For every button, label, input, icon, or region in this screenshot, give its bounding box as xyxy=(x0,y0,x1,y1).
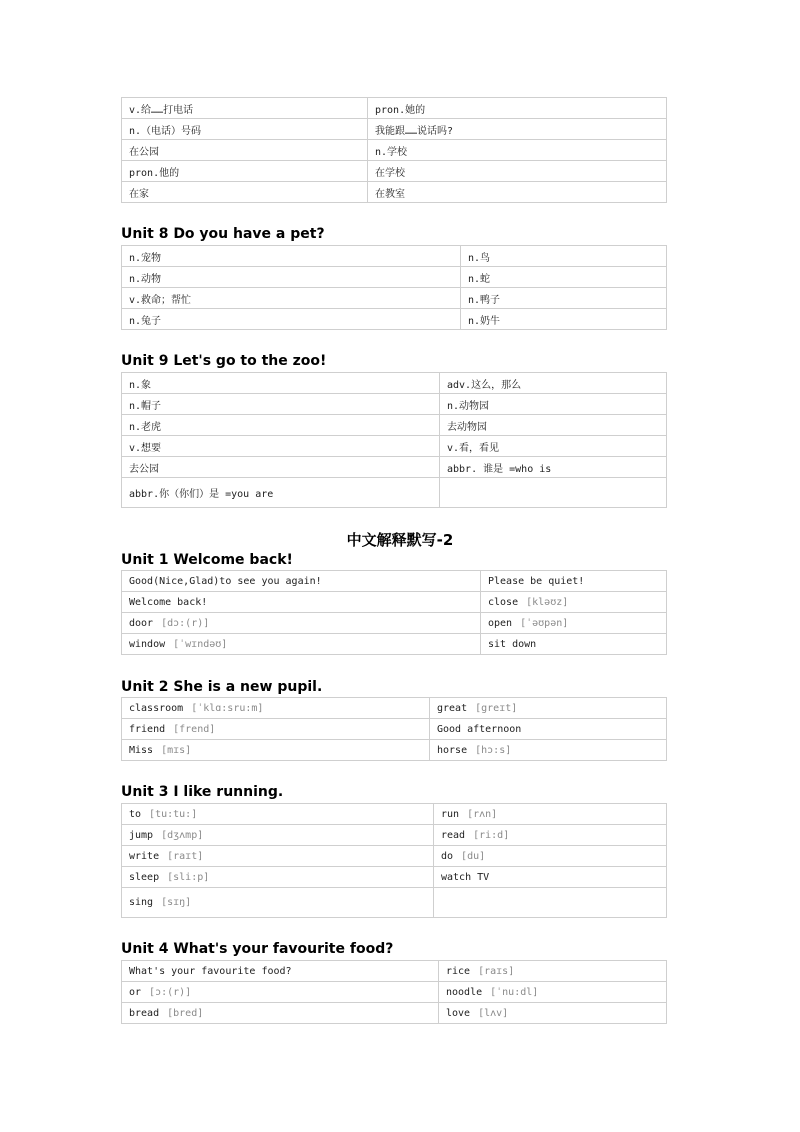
table-row xyxy=(122,613,667,634)
cell: n.宠物 xyxy=(122,246,461,267)
unit9-vocab-table xyxy=(121,372,667,508)
table-row xyxy=(122,373,667,394)
unit7-vocab-table xyxy=(121,97,667,203)
word: or xyxy=(129,986,142,998)
cell: n.老虎 xyxy=(122,415,440,436)
phonetic: [rʌn] xyxy=(467,808,498,820)
phonetic: [ri:d] xyxy=(473,829,510,841)
word: friend xyxy=(129,723,166,735)
cell xyxy=(481,571,667,592)
table-row xyxy=(122,961,667,982)
phonetic: [ɔ:(r)] xyxy=(149,986,192,998)
eunit4-heading: Unit 4 What's your favourite food? xyxy=(121,941,394,957)
cell xyxy=(440,478,667,508)
cell: 在教室 xyxy=(368,182,667,203)
cell: v.想要 xyxy=(122,436,440,457)
word: Good afternoon xyxy=(437,723,522,735)
table-row xyxy=(122,119,667,140)
phonetic: [dʒʌmp] xyxy=(161,829,204,841)
cell: n.学校 xyxy=(368,140,667,161)
cell xyxy=(122,846,434,867)
unit8-heading: Unit 8 Do you have a pet? xyxy=(121,226,325,242)
table-row xyxy=(122,394,667,415)
cell: 在学校 xyxy=(368,161,667,182)
cell xyxy=(122,825,434,846)
word: write xyxy=(129,850,160,862)
word: What's your favourite food? xyxy=(129,965,292,977)
word: noodle xyxy=(446,986,483,998)
word: to xyxy=(129,808,142,820)
word: sleep xyxy=(129,871,160,883)
cell: n.兔子 xyxy=(122,309,461,330)
cell xyxy=(122,592,481,613)
table-row xyxy=(122,846,667,867)
cell xyxy=(430,698,667,719)
phonetic: [ˈklɑ:sru:m] xyxy=(191,702,264,714)
cell: v.救命；帮忙 xyxy=(122,288,461,309)
phonetic: [raɪs] xyxy=(478,965,515,977)
word: horse xyxy=(437,744,468,756)
cell xyxy=(122,961,439,982)
eunit2-vocab-table xyxy=(121,697,667,761)
table-row xyxy=(122,592,667,613)
cell: abbr. 谁是 =who is xyxy=(440,457,667,478)
cell xyxy=(434,846,667,867)
cell: n.象 xyxy=(122,373,440,394)
phonetic: [ˈnu:dl] xyxy=(490,986,539,998)
phonetic: [mɪs] xyxy=(161,744,192,756)
word: watch TV xyxy=(441,871,490,883)
word: classroom xyxy=(129,702,184,714)
eunit1-vocab-table xyxy=(121,570,667,655)
cell: n.动物园 xyxy=(440,394,667,415)
cell: n.蛇 xyxy=(461,267,667,288)
cell xyxy=(434,867,667,888)
cell: 去动物园 xyxy=(440,415,667,436)
unit9-heading: Unit 9 Let's go to the zoo! xyxy=(121,353,327,369)
word: door xyxy=(129,617,154,629)
word: rice xyxy=(446,965,471,977)
word: sit down xyxy=(488,638,537,650)
cell xyxy=(439,1003,667,1024)
cell xyxy=(481,613,667,634)
cell: n.奶牛 xyxy=(461,309,667,330)
eunit3-vocab-table xyxy=(121,803,667,918)
cell xyxy=(439,961,667,982)
table-row xyxy=(122,182,667,203)
table-row xyxy=(122,634,667,655)
cell xyxy=(122,698,430,719)
cell: v.看，看见 xyxy=(440,436,667,457)
cell xyxy=(430,740,667,761)
word: Miss xyxy=(129,744,154,756)
cell xyxy=(430,719,667,740)
cell: 在公园 xyxy=(122,140,368,161)
eunit1-heading: Unit 1 Welcome back! xyxy=(121,552,293,568)
cell xyxy=(481,634,667,655)
cell xyxy=(434,825,667,846)
unit8-vocab-table xyxy=(121,245,667,330)
table-row xyxy=(122,309,667,330)
cell: abbr.你（你们）是 =you are xyxy=(122,478,440,508)
phonetic: [tu:tu:] xyxy=(149,808,198,820)
phonetic: [ˈəʊpən] xyxy=(520,617,569,629)
word: window xyxy=(129,638,166,650)
table-row xyxy=(122,436,667,457)
word: jump xyxy=(129,829,154,841)
phonetic: [bred] xyxy=(167,1007,204,1019)
table-row xyxy=(122,825,667,846)
cell: pron.她的 xyxy=(368,98,667,119)
word: run xyxy=(441,808,460,820)
cell: 在家 xyxy=(122,182,368,203)
cell xyxy=(122,613,481,634)
cell xyxy=(122,804,434,825)
cell xyxy=(439,982,667,1003)
phonetic: [sɪŋ] xyxy=(161,897,192,908)
table-row xyxy=(122,98,667,119)
table-row xyxy=(122,140,667,161)
phonetic: [ˈwɪndəʊ] xyxy=(173,638,228,650)
cell: v.给……打电话 xyxy=(122,98,368,119)
cell xyxy=(434,888,667,918)
cell xyxy=(122,867,434,888)
word: love xyxy=(446,1007,471,1019)
phonetic: [kləʊz] xyxy=(526,596,569,608)
cell: 去公园 xyxy=(122,457,440,478)
cell xyxy=(122,740,430,761)
table-row xyxy=(122,804,667,825)
cell xyxy=(122,888,434,918)
table-row xyxy=(122,267,667,288)
table-row xyxy=(122,740,667,761)
section-title: 中文解释默写-2 xyxy=(346,531,454,549)
cell: adv.这么，那么 xyxy=(440,373,667,394)
phonetic: [sli:p] xyxy=(167,871,210,883)
table-row xyxy=(122,457,667,478)
table-row xyxy=(122,888,667,918)
cell xyxy=(122,634,481,655)
phonetic: [du] xyxy=(461,850,486,862)
table-row xyxy=(122,478,667,508)
cell: n.（电话）号码 xyxy=(122,119,368,140)
word: Good(Nice,Glad)to see you again! xyxy=(129,575,322,587)
table-row xyxy=(122,719,667,740)
word: sing xyxy=(129,897,154,908)
cell: n.动物 xyxy=(122,267,461,288)
phonetic: [lʌv] xyxy=(478,1007,509,1019)
word: Welcome back! xyxy=(129,596,208,608)
phonetic: [raɪt] xyxy=(167,850,204,862)
table-row xyxy=(122,1003,667,1024)
cell: n.鸟 xyxy=(461,246,667,267)
table-row xyxy=(122,288,667,309)
cell xyxy=(481,592,667,613)
word: do xyxy=(441,850,454,862)
table-row xyxy=(122,867,667,888)
word: read xyxy=(441,829,466,841)
table-row xyxy=(122,161,667,182)
cell: n.帽子 xyxy=(122,394,440,415)
cell: 我能跟……说话吗? xyxy=(368,119,667,140)
table-row xyxy=(122,698,667,719)
cell: pron.他的 xyxy=(122,161,368,182)
table-row xyxy=(122,415,667,436)
cell xyxy=(434,804,667,825)
cell: n.鸭子 xyxy=(461,288,667,309)
word: open xyxy=(488,617,513,629)
table-row xyxy=(122,246,667,267)
cell xyxy=(122,719,430,740)
phonetic: [frend] xyxy=(173,723,216,735)
table-row xyxy=(122,571,667,592)
phonetic: [dɔ:(r)] xyxy=(161,617,210,629)
eunit4-vocab-table xyxy=(121,960,667,1024)
word: Please be quiet! xyxy=(488,575,585,587)
word: great xyxy=(437,702,468,714)
phonetic: [hɔ:s] xyxy=(475,744,512,756)
cell xyxy=(122,982,439,1003)
eunit2-heading: Unit 2 She is a new pupil. xyxy=(121,679,323,695)
cell xyxy=(122,571,481,592)
word: bread xyxy=(129,1007,160,1019)
cell xyxy=(122,1003,439,1024)
word: close xyxy=(488,596,519,608)
eunit3-heading: Unit 3 I like running. xyxy=(121,784,284,800)
phonetic: [greɪt] xyxy=(475,702,518,714)
table-row xyxy=(122,982,667,1003)
